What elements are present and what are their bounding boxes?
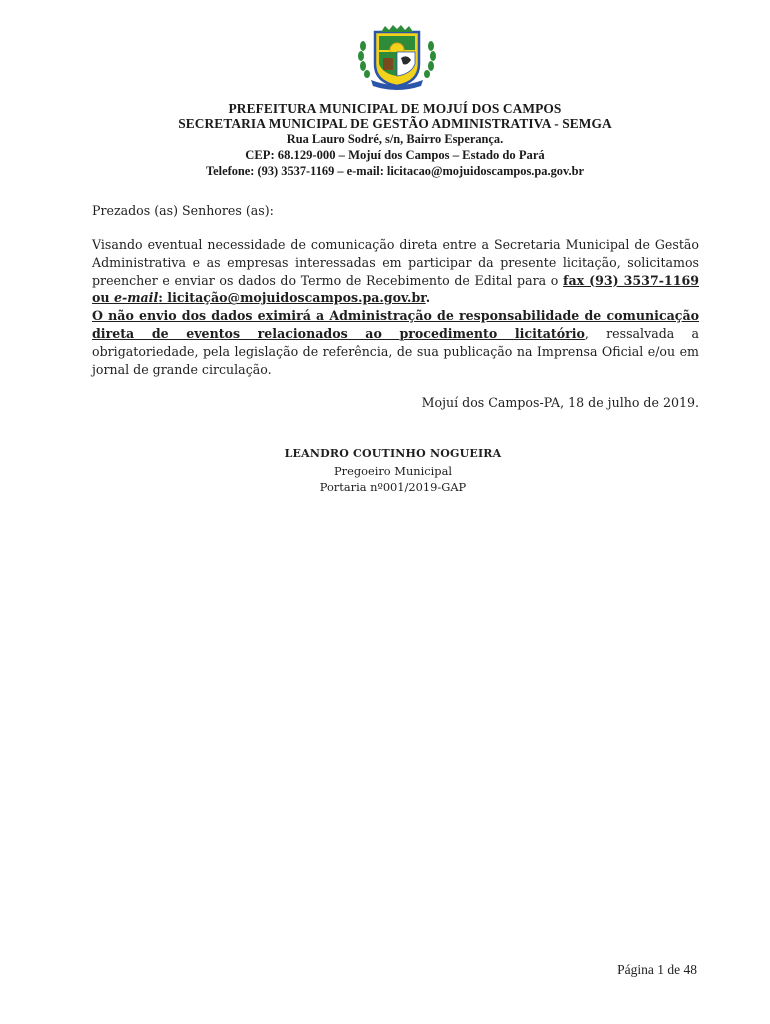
municipal-crest-logo [355, 24, 439, 90]
letterhead [90, 101, 700, 179]
email-label: e-mail [113, 290, 159, 306]
place-and-date: Mojuí dos Campos-PA, 18 de julho de 2019. [421, 395, 699, 410]
fax-number: fax (93) 3537-1169 ou [92, 272, 699, 306]
left-branch [358, 41, 370, 78]
header-contact: Telefone: (93) 3537-1169 – e-mail: licitacao@mojuidoscampos.pa.gov.br [206, 164, 584, 178]
warning-highlight: comunicação direta de eventos relacionados ao procedimento licitatório [92, 308, 699, 341]
header-address: Rua Lauro Sodré, s/n, Bairro Esperança. [286, 132, 504, 146]
main-paragraph [92, 236, 699, 378]
signatory-role: Pregoeiro Municipal [333, 463, 453, 478]
page-number: Página 1 de 48 [617, 962, 697, 977]
header-cep: CEP: 68.129-000 – Mojuí dos Campos – Estado do Pará [245, 148, 545, 162]
paragraph-intro: Visando eventual necessidade de comunicação direta entre a Secretaria Municipal de Gestão Administrativa e as empresas interessadas em participar da presente licitação, solicitamos preencher e enviar os dados do Termo de Recebimento de Edital para o [92, 237, 699, 288]
header-secretariat: SECRETARIA MUNICIPAL DE GESTÃO ADMINISTRATIVA - SEMGA [178, 116, 612, 131]
header-municipality: PREFEITURA MUNICIPAL DE MOJUÍ DOS CAMPOS [228, 101, 562, 116]
signatory-name: LEANDRO COUTINHO NOGUEIRA [284, 447, 502, 460]
paragraph-period: . [425, 290, 431, 306]
greeting: Prezados (as) Senhores (as): [92, 203, 274, 218]
email-address: : licitação@mojuidoscampos.pa.gov.br [158, 290, 426, 306]
warning-statement: O não envio dos dados eximirá a Administração de responsabilidade de [92, 308, 607, 324]
signatory-ordinance: Portaria nº001/2019-GAP [319, 480, 467, 494]
signature-block [186, 446, 600, 496]
paragraph-closing: , ressalvada a obrigatoriedade, pela legislação de referência, de sua publicação na Imprensa Oficial e/ou em jornal de grande circulação. [92, 325, 699, 377]
right-branch [424, 41, 436, 78]
